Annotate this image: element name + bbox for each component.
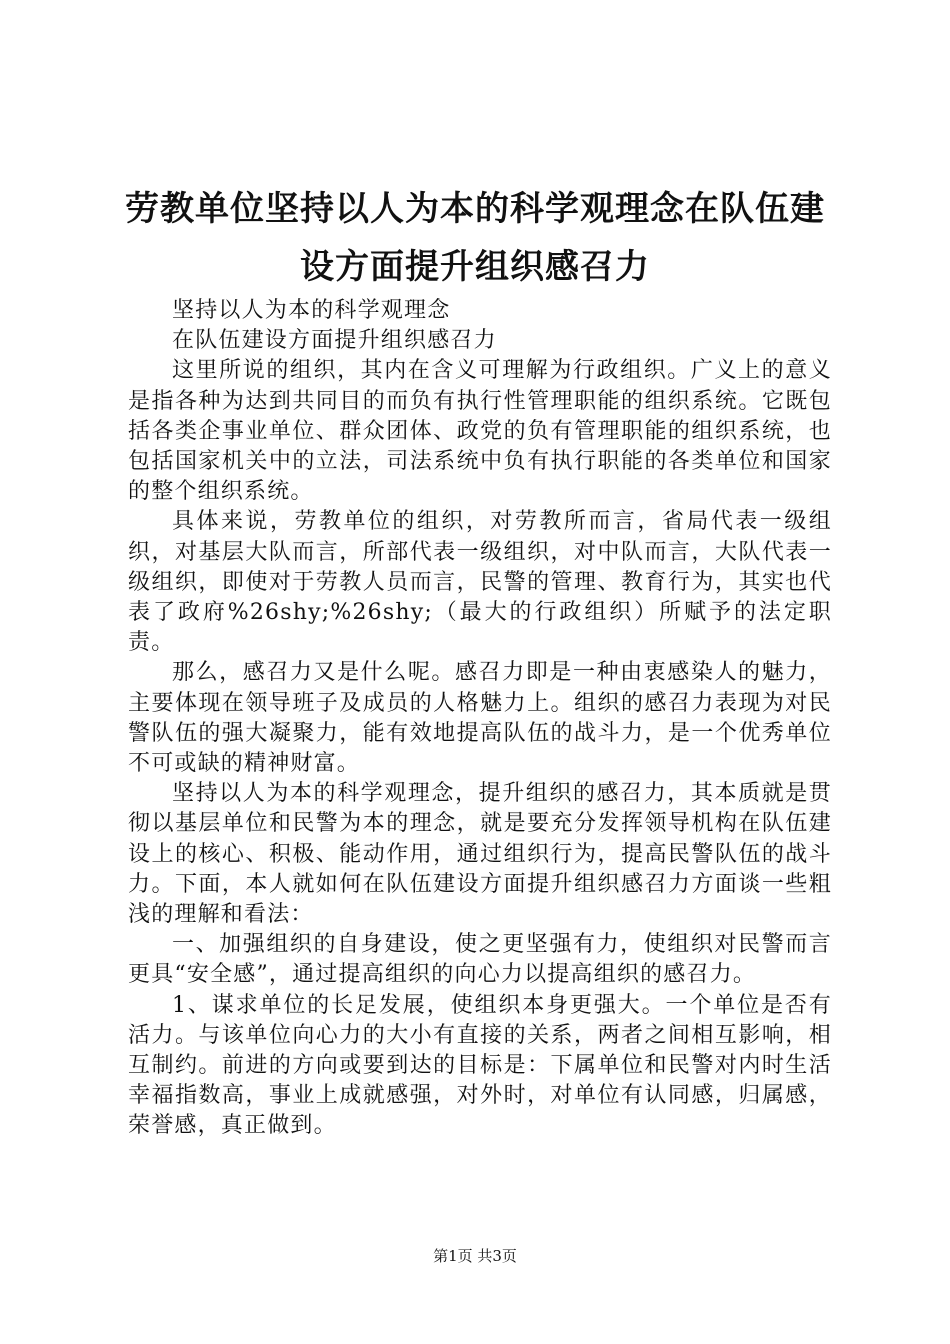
page-number-footer: 第1页 共3页 [433,1247,517,1265]
document-body [128,296,832,1142]
paragraph: 那么，感召力又是什么呢。感召力即是一种由衷感染人的魅力，主要体现在领导班子及成员的人格魅力上。组织的感召力表现为对民警队伍的强大凝聚力，能有效地提高队伍的战斗力，是一个优秀单位不可或缺的精神财富。 [128,660,832,777]
paragraph: 一、加强组织的自身建设，使之更坚强有力，使组织对民警而言更具“安全感”，通过提高组织的向心力以提高组织的感召力。 [128,932,832,988]
paragraph: 坚持以人为本的科学观理念 [172,298,451,323]
paragraph: 在队伍建设方面提升组织感召力 [172,328,497,354]
paragraph: 1、谋求单位的长足发展，使组织本身更强大。一个单位是否有活力。与该单位向心力的大小有直接的关系，两者之间相互影响，相互制约。前进的方向或要到达的目标是：下属单位和民警对内时生活幸福指数高，事业上成就感强，对外时，对单位有认同感，归属感，荣誉感，真正做到。 [128,992,832,1139]
paragraph: 具体来说，劳教单位的组织，对劳教所而言，省局代表一级组织，对基层大队而言，所部代表一级组织，对中队而言，大队代表一级组织，即使对于劳教人员而言，民警的管理、教育行为，其实也代表了政府%26shy;%26shy;（最大的行政组织）所赋予的法定职责。 [128,509,832,656]
paragraph: 这里所说的组织，其内在含义可理解为行政组织。广义上的意义是指各种为达到共同目的而负有执行性管理职能的组织系统。它既包括各类企事业单位、群众团体、政党的负有管理职能的组织系统，也包括国家机关中的立法，司法系统中负有执行职能的各类单位和国家的整个组织系统。 [128,358,832,505]
paragraph: 坚持以人为本的科学观理念，提升组织的感召力，其本质就是贯彻以基层单位和民警为本的理念，就是要充分发挥领导机构在队伍建设上的核心、积极、能动作用，通过组织行为，提高民警队伍的战斗力。下面，本人就如何在队伍建设方面提升组织感召力方面谈一些粗浅的理解和看法： [128,781,832,928]
document-title: 劳教单位坚持以人为本的科学观理念在队伍建设方面提升组织感召力 [125,189,825,287]
